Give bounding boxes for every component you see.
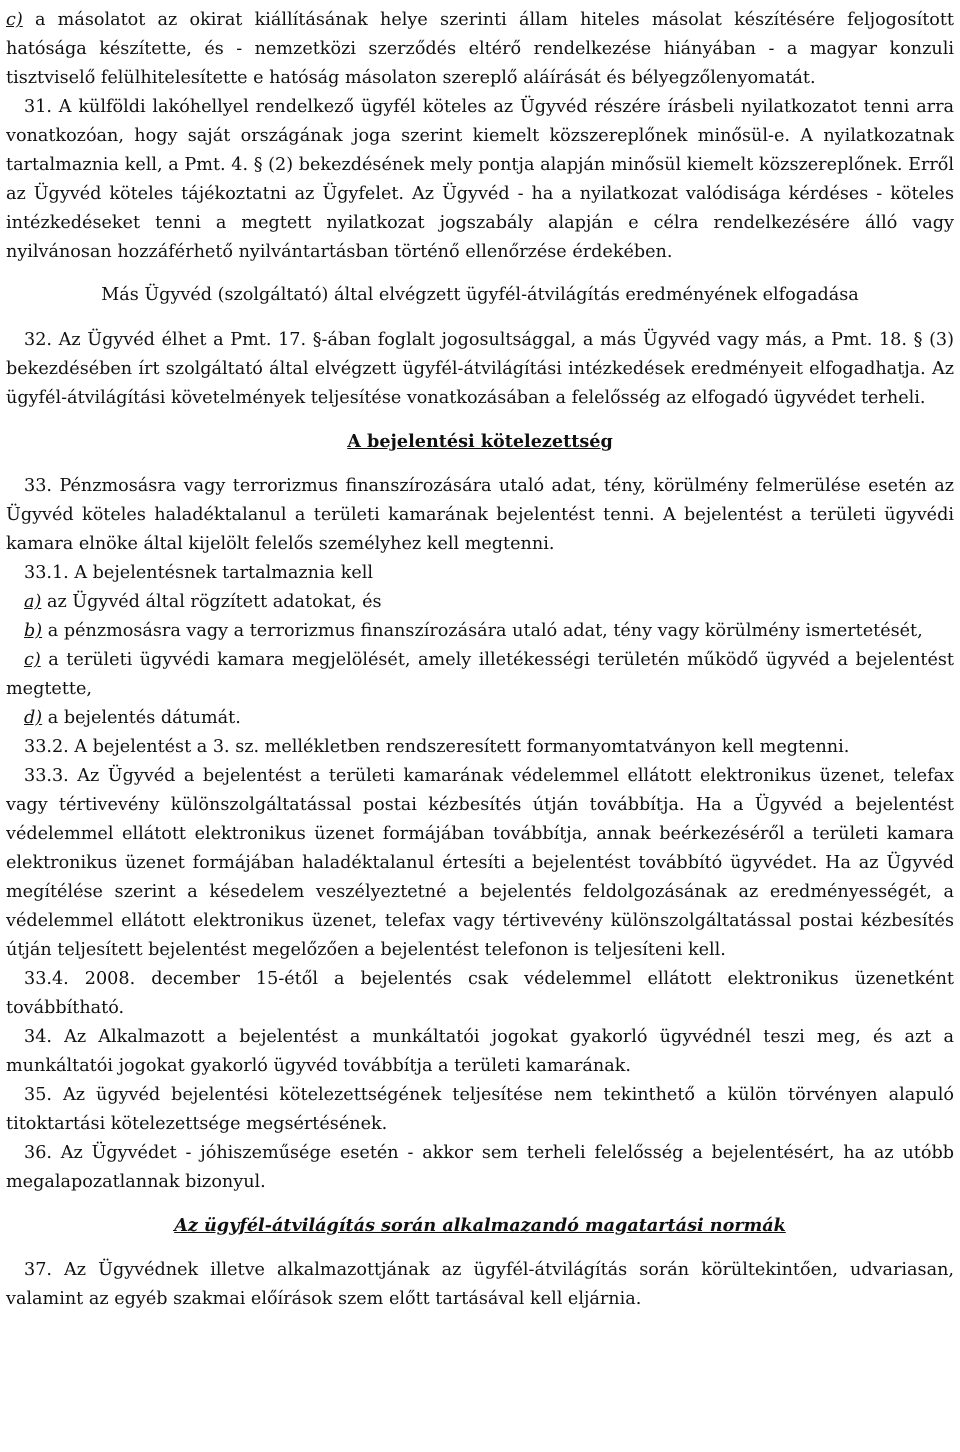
paragraph-33-2: 33.2. A bejelentést a 3. sz. mellékletben rendszeresített formanyomtatványon kell megtenni. <box>24 737 850 757</box>
list-item <box>6 617 954 646</box>
section-heading-acceptance: Más Ügyvéd (szolgáltató) által elvégzett ügyfél-átvilágítás eredményének elfogadása <box>101 285 859 305</box>
list-text: a területi ügyvédi kamara megjelölését, amely illetékességi területén működő ügyvéd a bejelentést megtette, <box>6 650 954 699</box>
list-label: b) <box>24 621 43 641</box>
list-item <box>6 704 954 733</box>
list-text: a másolatot az okirat kiállításának helye szerinti állam hiteles másolat készítésére feljogosított hatósága készítette, és - nemzetközi szerződés eltérő rendelkezése hiányában - a magyar konzuli tisztviselő felülhitelesítette e hatóság másolaton szereplő aláírását és bélyegzőlenyomatát. <box>6 10 954 88</box>
paragraph-33-4: 33.4. 2008. december 15-étől a bejelentés csak védelemmel ellátott elektronikus üzenetként továbbítható. <box>6 969 954 1018</box>
paragraph-36: 36. Az Ügyvédet - jóhiszeműsége esetén - akkor sem terheli felelősség a bejelentésért, ha az utóbb megalapozatlannak bizonyul. <box>6 1143 954 1192</box>
paragraph-31: 31. A külföldi lakóhellyel rendelkező ügyfél köteles az Ügyvéd részére írásbeli nyilatkozatot tenni arra vonatkozóan, hogy saját országának joga szerint kiemelt közszereplőnek minősül-e. A nyilatkozatnak tartalmaznia kell, a Pmt. 4. § (2) bekezdésének mely pontja alapján minősül kiemelt közszereplőnek. Erről az Ügyvéd köteles tájékoztatni az Ügyfelet. Az Ügyvéd - ha a nyilatkozat valódisága kérdéses - köteles intézkedéseket tenni a megtett nyilatkozat jogszabály alapján e célra rendelkezésére álló vagy nyilvánosan hozzáférhető nyilvántartásban történő ellenőrzése érdekében. <box>6 97 954 262</box>
section-heading-conduct: Az ügyfél-átvilágítás során alkalmazandó magatartási normák <box>174 1215 786 1236</box>
paragraph-32: 32. Az Ügyvéd élhet a Pmt. 17. §-ában foglalt jogosultsággal, a más Ügyvéd vagy más, a Pmt. 18. § (3) bekezdésében írt szolgáltató által elvégzett ügyfél-átvilágítási intézkedések eredményeit elfogadhatja. Az ügyfél-átvilágítási követelmények teljesítése vonatkozásában a felelősség az elfogadó ügyvédet terheli. <box>6 330 954 408</box>
list-label: d) <box>24 708 43 728</box>
list-label: c) <box>6 10 23 30</box>
paragraph-33-1: 33.1. A bejelentésnek tartalmaznia kell <box>24 563 374 583</box>
paragraph-34: 34. Az Alkalmazott a bejelentést a munkáltatói jogokat gyakorló ügyvédnél teszi meg, és azt a munkáltatói jogokat gyakorló ügyvéd továbbítja a területi kamarának. <box>6 1027 954 1076</box>
paragraph-33-3: 33.3. Az Ügyvéd a bejelentést a területi kamarának védelemmel ellátott elektronikus üzenet, telefax vagy tértivevény különszolgáltatással postai kézbesítés útján továbbítja. Ha a Ügyvéd a bejelentést védelemmel ellátott elektronikus üzenet formájában továbbítja, annak beérkezéséről a területi kamara elektronikus üzenet formájában haladéktalanul értesíti a bejelentést továbbító ügyvédet. Ha az Ügyvéd megítélése szerint a késedelem veszélyeztetné a bejelentés feldolgozásának az eredményességét, a védelemmel ellátott elektronikus üzenet, telefax vagy tértivevény különszolgáltatással postai kézbesítés útján teljesített bejelentést megelőzően a bejelentést telefonon is teljesíteni kell. <box>6 766 954 960</box>
list-label: a) <box>24 592 42 612</box>
paragraph-37: 37. Az Ügyvédnek illetve alkalmazottjának az ügyfél-átvilágítás során körültekintően, udvariasan, valamint az egyéb szakmai előírások szem előtt tartásával kell eljárnia. <box>6 1260 954 1309</box>
list-label: c) <box>24 650 41 670</box>
paragraph-c-tail <box>6 6 954 93</box>
list-text: a pénzmosásra vagy a terrorizmus finanszírozására utaló adat, tény vagy körülmény ismertetését, <box>42 621 923 641</box>
paragraph-33: 33. Pénzmosásra vagy terrorizmus finanszírozására utaló adat, tény, körülmény felmerülése esetén az Ügyvéd köteles haladéktalanul a területi kamarának bejelentést tenni. A bejelentést a területi ügyvédi kamara elnöke által kijelölt felelős személyhez kell megtenni. <box>6 476 954 554</box>
list-text: a bejelentés dátumát. <box>42 708 241 728</box>
paragraph-35: 35. Az ügyvéd bejelentési kötelezettségének teljesítése nem tekinthető a külön törvényen alapuló titoktartási kötelezettsége megsértésének. <box>6 1085 954 1134</box>
list-item <box>6 588 954 617</box>
list-item <box>6 646 954 704</box>
list-text: az Ügyvéd által rögzített adatokat, és <box>41 592 382 612</box>
section-heading-reporting: A bejelentési kötelezettség <box>347 431 613 452</box>
